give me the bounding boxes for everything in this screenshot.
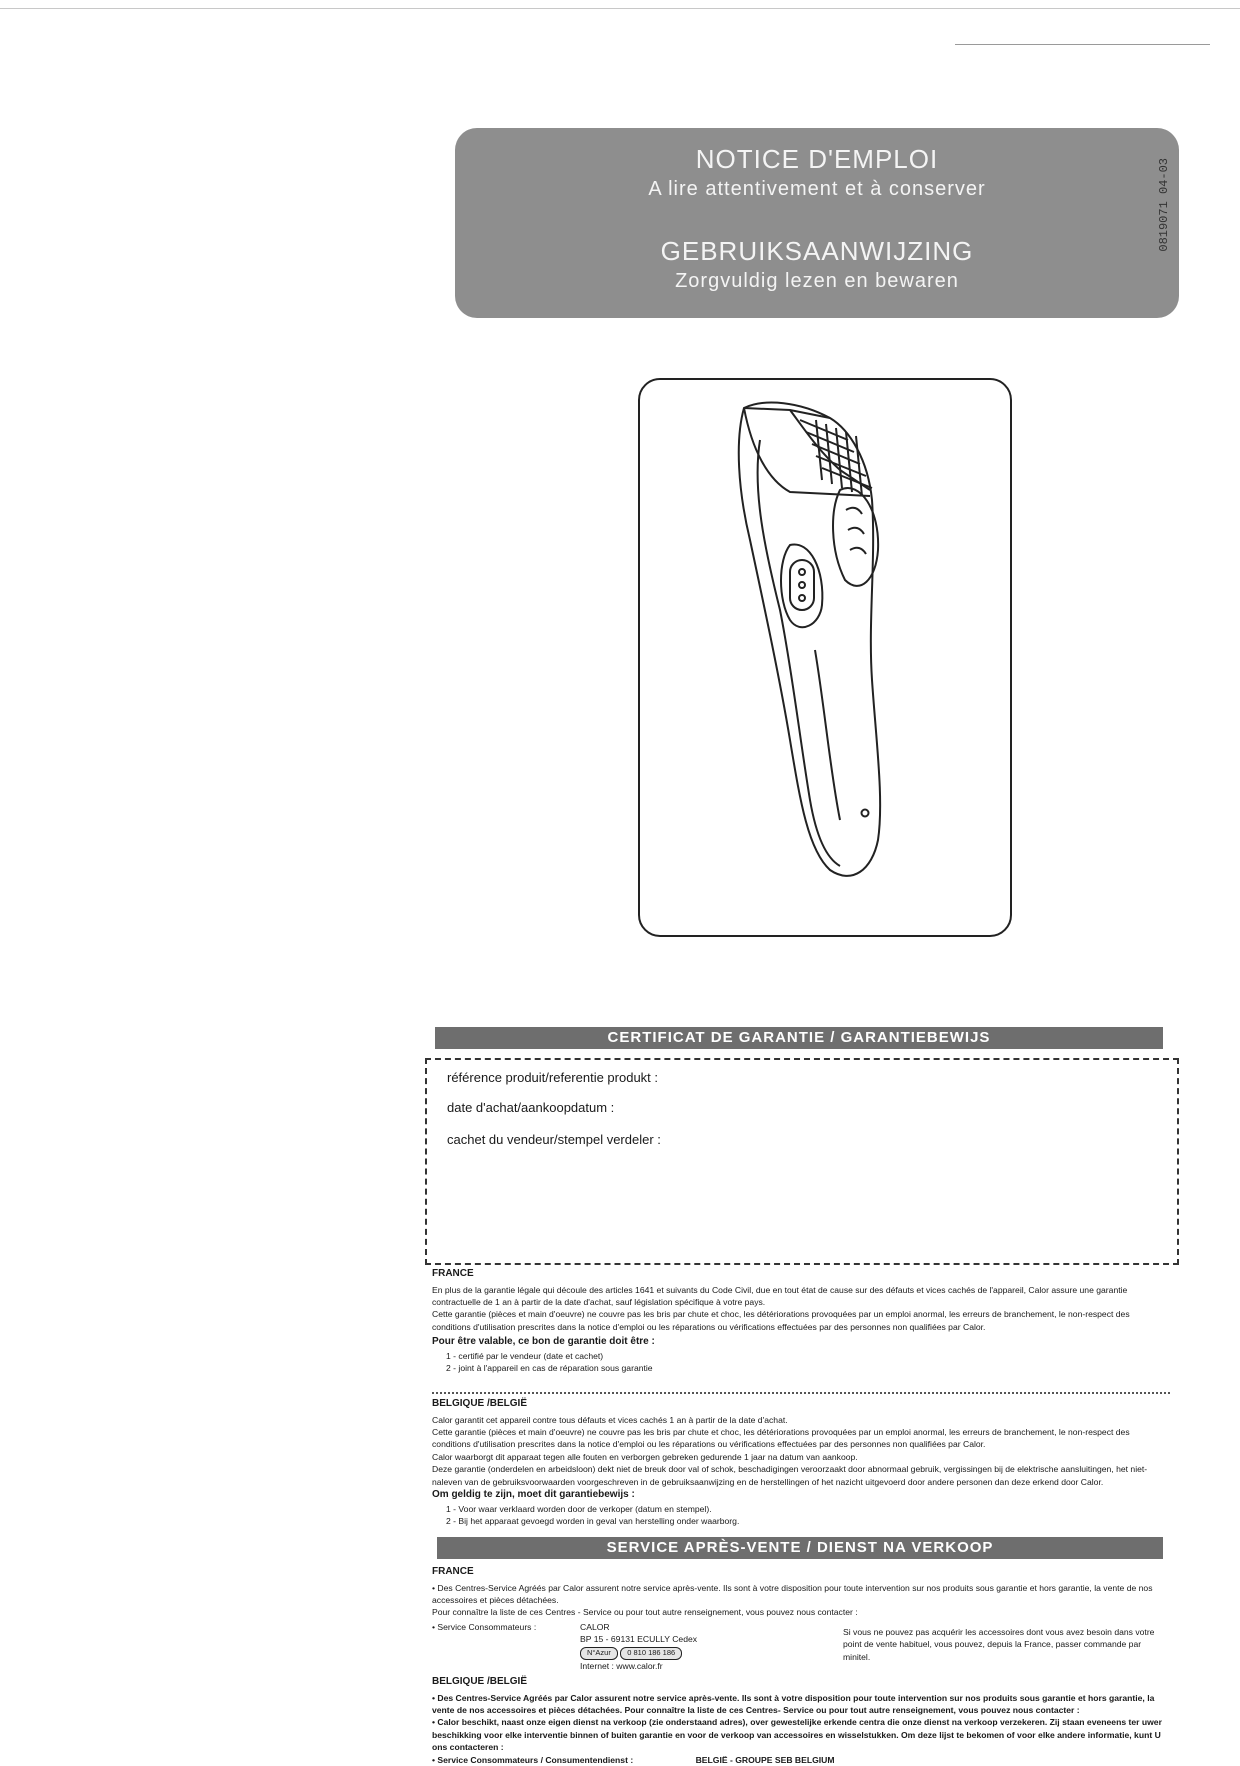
calor-address-block — [580, 1621, 780, 1672]
seller-stamp-field-label: cachet du vendeur/stempel verdeler : — [447, 1132, 661, 1147]
warranty-fill-in-box — [425, 1058, 1179, 1265]
belgium-warranty-section — [432, 1397, 1170, 1528]
list-item: 1 - Voor waar verklaard worden door de verkoper (datum en stempel). — [446, 1503, 712, 1514]
consumer-service-label: • Service Consommateurs : — [432, 1622, 537, 1632]
paragraph: Calor garantit cet appareil contre tous défauts et vices cachés 1 an à partir de la date d'achat. — [432, 1414, 788, 1425]
phone-number: 0 810 186 186 — [620, 1647, 682, 1660]
reference-field-label: référence produit/referentie produkt : — [447, 1070, 659, 1085]
validity-heading: Pour être valable, ce bon de garantie doit être : — [432, 1336, 655, 1348]
section-heading: FRANCE — [432, 1268, 474, 1279]
paragraph: • Des Centres-Service Agréés par Calor assurent notre service après-vente. Ils sont à votre disposition pour toute intervention sur nos produits sous garantie et hors garantie, la vente de nos accessoires et pièces détachées. Pour connaître la liste de ces Centres- Service ou pour tout autre renseignement, vous pouvez nous contacter : — [432, 1692, 1155, 1715]
validity-heading: Om geldig te zijn, moet dit garantiebewijs : — [432, 1489, 635, 1501]
internet-line: Internet : www.calor.fr — [580, 1660, 663, 1671]
title-nl: GEBRUIKSAANWIJZING — [660, 236, 974, 266]
warranty-certificate-bar: CERTIFICAT DE GARANTIE / GARANTIEBEWIJS — [435, 1027, 1163, 1049]
list-item: 2 - Bij het apparaat gevoegd worden in geval van herstelling onder waarborg. — [446, 1516, 740, 1527]
product-illustration-frame — [638, 378, 1012, 937]
scan-edge-line — [0, 8, 1240, 9]
paragraph: Pour connaître la liste de ces Centres - Service ou pour tout autre renseignement, vous pouvez nous contacter : — [432, 1607, 858, 1618]
phone-line — [580, 1646, 780, 1660]
belgium-group-label: BELGIË - GROUPE SEB BELGIUM — [695, 1754, 835, 1765]
after-sales-service-bar: SERVICE APRÈS-VENTE / DIENST NA VERKOOP — [437, 1537, 1163, 1559]
list-item: 2 - joint à l'appareil en cas de réparation sous garantie — [446, 1363, 653, 1374]
paragraph: Cette garantie (pièces et main d'oeuvre) ne couvre pas les bris par chute et choc, les détériorations provoquées par un emploi anormal, les erreurs de branchement, le non-respect des conditions d'utilisation prescrites dans la notice d'emploi ou les réparations ou vérifications effectuées par des personnes non qualifiées par Calor. — [432, 1309, 1130, 1332]
paragraph: Calor waarborgt dit apparaat tegen alle fouten en verborgen gebreken gedurende 1 jaar na datum van aankoop. — [432, 1451, 858, 1462]
hair-clipper-illustration — [640, 380, 1010, 935]
service-belgium-section — [432, 1675, 1170, 1766]
paragraph: • Des Centres-Service Agréés par Calor assurent notre service après-vente. Ils sont à votre disposition pour toute intervention sur nos produits sous garantie et hors garantie, la vente de nos accessoires et pièces détachées. — [432, 1582, 1153, 1605]
service-france-section — [432, 1565, 1170, 1619]
list-item: 1 - certifié par le vendeur (date et cachet) — [446, 1350, 604, 1361]
azur-badge: N°Azur — [580, 1647, 618, 1660]
title-fr: NOTICE D'EMPLOI — [695, 144, 939, 174]
paragraph — [432, 1754, 1170, 1766]
paragraph: Deze garantie (onderdelen en arbeidsloon) dekt niet de breuk door val of schok, beschadigingen veroorzaakt door abnormaal gebruik, vergissingen bij de elektrische aansluitingen, het niet-naleven van de gebruiksvoorwaarden voorgeschreven in de gebruiksaanwijzing en de herstellingen of het nazicht uitgevoerd door andere personen dan deze erkend door Calor. — [432, 1464, 1148, 1487]
consumer-service-label: • Service Consommateurs / Consumentendienst : — [432, 1754, 634, 1765]
address-line: CALOR — [580, 1622, 610, 1632]
minitel-note: Si vous ne pouvez pas acquérir les accessoires dont vous avez besoin dans votre point de vente habituel, vous pouvez, depuis la France, passer commande par minitel. — [843, 1627, 1155, 1662]
section-heading: FRANCE — [432, 1566, 474, 1577]
paragraph: En plus de la garantie légale qui découle des articles 1641 et suivants du Code Civil, due en tout état de cause sur des défauts et vices cachés de l'appareil, Calor assure une garantie contractuelle de 1 an à partir de la date d'achat, sauf législation spécifique à votre pays. — [432, 1284, 1128, 1307]
section-heading: BELGIQUE /BELGIË — [432, 1398, 528, 1409]
france-warranty-section — [432, 1267, 1170, 1375]
section-heading: BELGIQUE /BELGIË — [432, 1676, 528, 1687]
paragraph: Cette garantie (pièces et main d'oeuvre) ne couvre pas les bris par chute et choc, les détériorations provoquées par un emploi anormal, les erreurs de branchement, le non-respect des conditions d'utilisation prescrites dans la notice d'emploi ou les réparations ou vérifications effectuées par des personnes non qualifiées par Calor. — [432, 1426, 1130, 1450]
subtitle-nl: Zorgvuldig lezen en bewaren — [675, 270, 959, 292]
document-code: 0819071 04-03 — [1157, 158, 1171, 252]
scan-edge-line — [955, 44, 1210, 45]
paragraph: • Calor beschikt, naast onze eigen dienst na verkoop (zie onderstaand adres), over gewestelijke erkende centra die onze dienst na verkoop verzekeren. Zij staan eveneens ter uwer beschikking voor elke interventie binnen of buiten garantie en voor de verkoop van accessoires en wisselstukken. Om deze lijst te bekomen of voor elke andere informatie, kunt U ons contacteren : — [432, 1717, 1162, 1753]
subtitle-fr: A lire attentivement et à conserver — [648, 178, 986, 200]
cover-title-box — [455, 128, 1179, 318]
purchase-date-field-label: date d'achat/aankoopdatum : — [447, 1100, 615, 1115]
dotted-divider — [432, 1392, 1170, 1394]
address-line: BP 15 - 69131 ECULLY Cedex — [580, 1634, 698, 1645]
